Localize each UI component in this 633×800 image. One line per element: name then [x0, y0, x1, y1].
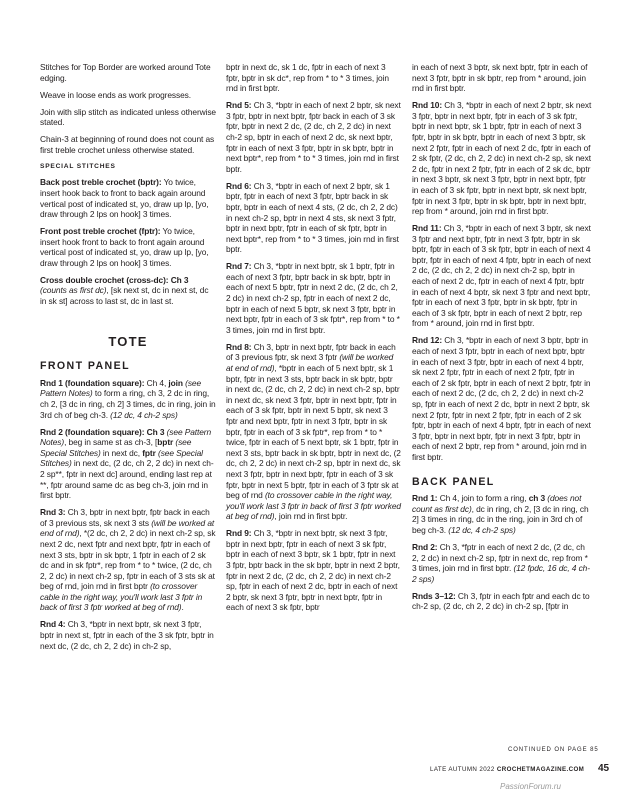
back-rnd-1-ch3: ch 3	[528, 493, 546, 504]
front-rnd-4	[40, 619, 216, 651]
front-rnd-10	[412, 100, 592, 217]
front-rnd-8-text-a: Ch 3, bptr in next bptr, fptr back in each of 3 previous fptr, sk next 3 fptr	[226, 341, 396, 363]
front-rnd-11	[412, 223, 592, 329]
front-rnd-2-text-c: in next dc, (2 dc, ch 2, 2 dc) in next ch-2 sp**, fptr in next dc] around, ending last rep at **, fptr around same dc as beg ch-3, join rnd in first bptr.	[40, 458, 214, 501]
front-rnd-1-count: (12 dc, 4 ch-2 sps)	[110, 409, 178, 420]
back-rnd-2	[412, 542, 592, 584]
front-rnd-1	[40, 378, 216, 420]
front-rnd-4-text: Ch 3, *bptr in next bptr, sk next 3 fptr, bptr in next st, fptr in each of the 3 sk fptr, bptr in next dc, (2 dc, ch 2, 2 dc) in ch-2 sp,	[40, 619, 214, 651]
section-title-tote: TOTE	[108, 333, 148, 349]
back-rnd-1-text-a: Ch 4, join to form a ring,	[437, 493, 529, 504]
watermark: PassionForum.ru	[500, 782, 561, 791]
front-rnd-9-continued: in each of next 3 bptr, sk next bptr, fptr in each of next 3 fptr, bptr in sk bptr, rep from * around, join rnd in first bptr.	[412, 62, 588, 94]
note-join: Join with slip stitch as indicated unless otherwise stated.	[40, 106, 216, 128]
footer-issue: LATE AUTUMN 2022	[430, 766, 495, 773]
front-rnd-9-text: Ch 3, *bptr in next bptr, sk next 3 fptr, bptr in next bptr, fptr in each of next 3 sk fptr, bptr in each of next 3 bptr, sk 1 bptr, fptr in next 3 fptr, bptr back in the sk bptr, bptr in next 2 bptr, fptr in next 2 dc, (2 dc, ch 2, 2 dc) in next ch-2 sp, fptr in each of next 2 dc, bptr in each of next 2 bptr, sk next 3 fptr, bptr in next bptr, fptr in each of next 3 sk fptr, bptr	[226, 528, 400, 613]
front-rnd-2-text-b: in next dc,	[100, 447, 143, 458]
front-rnd-12-label: Rnd 12:	[412, 335, 443, 346]
cross-dc-text: , [sk next st, dc in next st, dc in sk st] across to last st, dc in last st.	[40, 285, 209, 307]
back-rnd-2-count: (12 fpdc, 16 dc, 4 ch-2 sps)	[412, 563, 590, 584]
front-rnd-3-text-b: , *(2 dc, ch 2, 2 dc) in next ch-2 sp, sk next 2 dc, next fptr and next bptr, fptr in each of next 3 sts, bptr in sk bptr, 1 fptr in each of 2 sk dc and in sk fptr*, rep from * to * twice, (2 dc, ch 2, 2 dc) in next ch-2 sp, fptr in each of 3 sts sk at beg of rnd, join rnd in first bptr	[40, 528, 216, 592]
fptr-term: Front post treble crochet (fptr):	[40, 226, 161, 237]
front-rnd-8-note-a: (will be worked at end of rnd)	[226, 352, 394, 373]
back-rnds-3-12	[412, 591, 592, 612]
back-rnd-2-label: Rnd 2:	[412, 541, 438, 552]
back-rnds-3-12-label: Rnds 3–12:	[412, 590, 456, 601]
front-panel-heading: FRONT PANEL	[40, 360, 130, 373]
column-right	[412, 62, 592, 618]
note-weave-ends: Weave in loose ends as work progresses.	[40, 89, 191, 100]
front-rnd-3-label: Rnd 3:	[40, 507, 66, 518]
front-rnd-9	[226, 528, 401, 613]
front-rnd-12-text: Ch 3, *bptr in each of next 3 bptr, bptr in each of next 3 fptr, bptr in each of next bptr, bptr in each of next 3 fptr, bptr in each of next 4 bptr, sk next 2 fptr, fptr in each of next 2 fptr, fptr in each of 2 sk fptr, bptr in each of next 2 bptr, fptr in each of next 2 dc, (2 dc, ch 2, 2 dc) in next ch-2 sp, fptr in each of next 2 dc, bptr in next 2 bptr, sk next 2 fptr, fptr in next 2 fptr, fptr in each of 2 sk fptr, bptr in each of next 4 bptr, fptr in each of next 3 fptr, bptr in next bptr, fptr in next 3 fptr, bptr in each of next 2 bptr, rep from * around, join rnd in first bptr.	[412, 335, 591, 462]
bptr-term: Back post treble crochet (bptr):	[40, 177, 162, 188]
front-rnd-5-text: Ch 3, *bptr in each of next 2 bptr, sk next 3 fptr, bptr in next bptr, fptr back in each of 3 sk fptr, bptr in next 2 dc, (2 dc, ch 2, 2 dc) in next ch-2 sp, bptr in each of next 2 dc, sk next bptr, fptr in each of next 3 fptr, bptr in sk bptr, bptr in next bptr*, rep from * to * 3 times, join rnd in first bptr.	[226, 100, 401, 174]
front-rnd-10-text: Ch 3, *bptr in each of next 2 bptr, sk next 3 fptr, bptr in next bptr, fptr in each of 3 sk fptr, bptr in next bptr, sk 1 bptr, fptr in each of next 3 fptr, bptr in sk bptr, bptr in each of next 3 bptr, sk next 2 fptr, fptr in each of next 2 dc, fptr in each of 2 sk fptr, (2 dc, ch 2, 2 dc) in next ch-2 sp, sk next 2 dc, fptr in next 2 fptr, fptr in each of 2 sk dc, bptr in next 3 bptr, sk next 3 fptr, bptr in next bptr, fptr in each of 3 sk fptr, bptr in next bptr, sk next bptr, fptr in next 3 fptr, bptr in sk bptr, bptr in next bptr, rep from * around, join rnd in first bptr.	[412, 100, 592, 217]
front-rnd-3-note-a: (will be worked at end of rnd)	[40, 517, 215, 539]
front-rnd-3-text-c: .	[181, 602, 184, 613]
front-rnd-5-label: Rnd 5:	[226, 100, 252, 111]
front-rnd-9-label: Rnd 9:	[226, 528, 252, 539]
front-rnd-2-note-c: (see Special Stitches)	[40, 447, 203, 469]
front-rnd-11-text: Ch 3, *bptr in each of next 3 bptr, sk next 3 fptr and next bptr, fptr in next 3 fptr, bptr in sk bptr, fptr in each of 3 sk fptr, bptr in each of next 4 bptr, fptr in each of next 4 fptr, bptr in each of next 2 dc, (2 dc, ch 2, 2 dc) in next ch-2 sp, bptr in each of next 2 dc, fptr in each of next 4 fptr, bptr in each of next 4 bptr, sk next 3 fptr and next bptr, fptr in each of next 3 fptr, bptr in sk bptr, fptr in each of 3 sk fptr, bptr in each of next 2 bptr, rep from * around, join rnd in first bptr.	[412, 223, 591, 329]
front-rnd-2-fptr: fptr	[142, 447, 156, 458]
front-rnd-3-text-a: Ch 3, bptr in next bptr, fptr back in each of 3 previous sts, sk next 3 sts	[40, 507, 210, 528]
front-rnd-2-bptr: bptr	[157, 437, 174, 448]
cross-dc-term: Cross double crochet (cross-dc): Ch 3	[40, 274, 189, 285]
note-top-border: Stitches for Top Border are worked around Tote edging.	[40, 62, 211, 83]
front-rnd-3	[40, 507, 216, 613]
column-middle	[226, 62, 401, 619]
front-rnd-2-text-a: , beg in same st as ch-3, [	[64, 437, 158, 448]
page-footer	[430, 766, 584, 773]
fptr-text: Yo twice, insert hook front to back to front again around vertical post of indicated st, yo, draw up lp, [yo, draw through 2 lps on hook] 3 times.	[40, 226, 209, 268]
front-rnd-8-text-b: , *bptr in each of 5 next bptr, sk 1 bptr, fptr in next 3 sts, bptr back in sk bptr, bptr in next dc, (2 dc, ch 2, 2 dc) in next ch-2 sp, bptr in next dc, sk next 3 fptr, bptr in next bptr, fptr in each of 3 sk fptr, bptr in next 5 bptr, sk next 3 fptr and next bptr, fptr in next 3 fptr, bptr in sk bptr, fptr in each of 3 sk fptr*, rep from * to * twice, fptr in each of 5 next bptr, sk 1 bptr, fptr in next 3 sts, bptr back in sk bptr, bptr in next dc, (2 dc, ch 2, 2 dc) in next ch-2 sp, bptr in next dc, sk next 3 fptr, bptr in next bptr, fptr in each of 3 sk fptr, bptr in next 5 bptr, fptr in each of 3 fptr sk at beg of rnd	[226, 363, 401, 501]
front-rnd-1-note: (see Pattern Notes)	[40, 377, 202, 399]
front-rnd-1-label: Rnd 1 (foundation square):	[40, 377, 145, 388]
front-rnd-3-note-b: (to crossover cable in the right way, you'll work last 3 fptr in back of first 3 fptr worked at beg of rnd)	[40, 581, 203, 613]
front-rnd-1-join: join	[168, 377, 183, 388]
back-rnd-1-note: (does not count as first dc)	[412, 493, 582, 514]
front-rnd-11-label: Rnd 11:	[412, 223, 442, 234]
front-rnd-2	[40, 427, 216, 501]
front-rnd-4-label: Rnd 4:	[40, 619, 66, 630]
front-rnd-5	[226, 100, 401, 174]
front-rnd-8	[226, 342, 401, 522]
note-chain3: Chain-3 at beginning of round does not count as first treble crochet unless otherwise stated.	[40, 134, 215, 155]
continued-on-page-link[interactable]: CONTINUED ON PAGE 85	[508, 747, 599, 753]
back-panel-heading: BACK PANEL	[412, 475, 495, 488]
cross-dc-note: (counts as first dc)	[40, 285, 107, 296]
page-number: 45	[598, 763, 610, 774]
footer-site: CROCHETMAGAZINE.COM	[496, 766, 585, 773]
front-rnd-12	[412, 335, 592, 462]
front-rnd-1-text-b: to form a ring, ch 3, 2 dc in ring, ch 2, [3 dc in ring, ch 2] 3 times, dc in ring, join in 3rd ch of beg ch-3.	[40, 388, 216, 420]
front-rnd-4-continued: bptr in next dc, sk 1 dc, fptr in each of next 3 fptr, bptr in sk dc*, rep from * to * 3 times, join rnd in first bptr.	[226, 62, 389, 94]
front-rnd-6	[226, 181, 401, 255]
back-rnds-3-12-text: Ch 3, fptr in each fptr and each dc to ch-2 sp, (2 dc, ch 2, 2 dc) in ch-2 sp, [fptr in	[412, 590, 590, 612]
front-rnd-7-label: Rnd 7:	[226, 261, 252, 272]
front-rnd-7	[226, 261, 401, 335]
front-rnd-2-label: Rnd 2 (foundation square): Ch 3	[40, 426, 165, 437]
fptr-definition	[40, 226, 216, 268]
cross-dc-definition	[40, 275, 216, 307]
front-rnd-8-note-b: (to crossover cable in the right way, you'll work last 3 fptr in back of first 3 fptr worked at beg of rnd)	[226, 490, 401, 522]
back-rnd-1	[412, 493, 592, 535]
front-rnd-6-text: Ch 3, *bptr in each of next 2 bptr, sk 1 bptr, fptr in each of next 3 fptr, bptr back in sk bptr, bptr in each of next 4 sts, (2 dc, ch 2, 2 dc) in next ch-2 sp, bptr in next 4 sts, sk next 3 fptr, bptr in next bptr, fptr in each of sk fptr, bptr in next bptr*, rep from * to * 3 times, join rnd in first bptr.	[226, 180, 399, 255]
front-rnd-8-label: Rnd 8:	[226, 341, 252, 352]
back-rnd-2-text: Ch 3, *fptr in each of next 2 dc, (2 dc, ch 2, 2 dc) in next ch-2 sp, fptr in next dc, rep from * 3 times, join rnd in first bptr.	[412, 541, 588, 574]
front-rnd-2-note-a: (see Pattern Notes)	[40, 426, 212, 448]
front-rnd-7-text: Ch 3, *bptr in next bptr, sk 1 bptr, fptr in each of next 3 fptr, bptr back in sk bptr, bptr in each of next 5 bptr, fptr in next 2 dc, (2 dc, ch 2, 2 dc) in next ch-2 sp, fptr in each of next 2 dc, bptr in each of next 5 bptr, sk next 3 fptr, bptr in next bptr, fptr in each of 3 sk fptr*, rep from * to * 3 times, join rnd in first bptr.	[226, 261, 400, 335]
back-rnd-1-count: (12 dc, 4 ch-2 sps)	[448, 524, 516, 535]
bptr-text: Yo twice, insert hook back to front to back again around vertical post of indicated st, yo, draw up lp, [yo, draw through 2 lps on hook] 3 times.	[40, 177, 209, 220]
front-rnd-6-label: Rnd 6:	[226, 180, 252, 191]
back-rnd-1-label: Rnd 1:	[412, 493, 438, 504]
front-rnd-10-label: Rnd 10:	[412, 100, 443, 111]
front-rnd-8-text-c: , join rnd in first bptr.	[274, 511, 348, 522]
front-rnd-1-text-a: Ch 4,	[144, 377, 169, 388]
column-left	[40, 62, 216, 658]
front-rnd-2-note-b: (see Special Stitches)	[40, 437, 192, 458]
special-stitches-heading: SPECIAL STITCHES	[40, 162, 116, 170]
back-rnd-1-text-b: , dc in ring, ch 2, [3 dc in ring, ch 2] 3 times in ring, dc in the ring, join in 3rd ch of beg ch-3.	[412, 503, 589, 535]
bptr-definition	[40, 177, 216, 219]
